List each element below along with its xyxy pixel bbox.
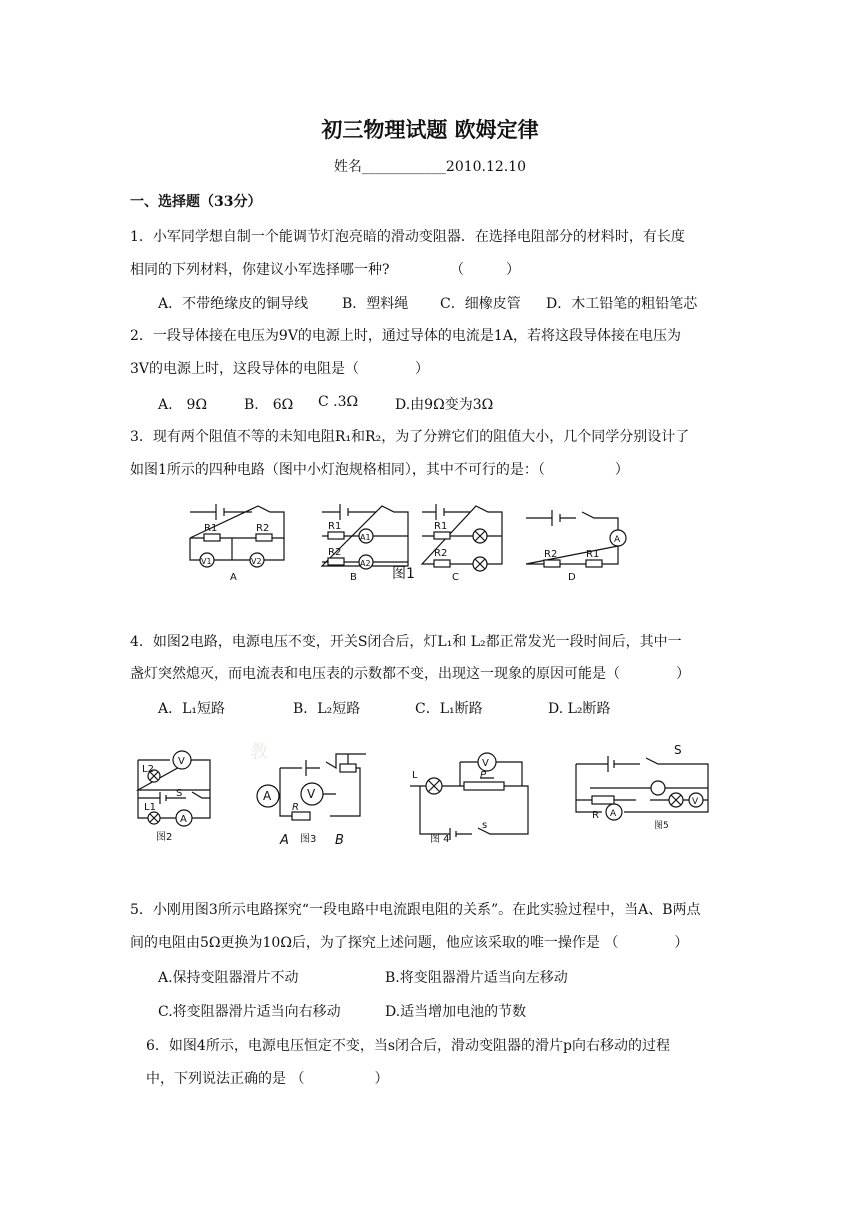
q4-option-c: C．L₁断路: [415, 701, 483, 717]
q2-option-d: D.由9Ω变为3Ω: [395, 397, 494, 413]
fig2-switch: S: [176, 788, 183, 799]
q5-option-c: C.将变阻器滑片适当向右移动: [158, 1004, 341, 1020]
fig5-caption: 图5: [654, 821, 669, 831]
fig4-voltmeter: V: [482, 758, 489, 769]
fig2-l2: L2: [142, 764, 154, 775]
fig4-caption: 图 4: [430, 834, 450, 845]
fig1-b-a2: A2: [360, 559, 371, 568]
fig2-l1: L1: [144, 802, 156, 813]
q5-option-b: B.将变阻器滑片适当向左移动: [385, 970, 568, 986]
fig1-a-v1: V1: [201, 557, 212, 566]
fig5-ammeter: A: [610, 809, 617, 819]
fig1-c-r1: R1: [434, 521, 448, 532]
q2-option-c: C .3Ω: [318, 394, 359, 410]
question-6-line-1: 6．如图4所示，电源电压恒定不变，当s闭合后，滑动变阻器的滑片p向右移动的过程: [146, 1038, 670, 1054]
name-blank: ____________: [361, 159, 446, 175]
question-1-line-1: 1．小军同学想自制一个能调节灯泡亮暗的滑动变阻器．在选择电阻部分的材料时，有长度: [130, 229, 685, 245]
q1-option-c: C．细橡皮管: [440, 296, 521, 312]
fig1-d-r1: R1: [586, 549, 600, 560]
subtitle: [0, 156, 860, 176]
fig1-b-r1: R1: [328, 521, 342, 532]
fig4-lamp: L: [412, 770, 418, 781]
name-label: 姓名: [333, 159, 362, 175]
question-3-line-1: 3．现有两个阻值不等的未知电阻R₁和R₂，为了分辨它们的阻值大小，几个同学分别设计了: [130, 429, 690, 445]
fig3-end-b: B: [335, 833, 344, 848]
question-4-line-1: 4．如图2电路，电源电压不变，开关S闭合后，灯L₁和 L₂都正常发光一段时间后，其中一: [130, 634, 682, 650]
fig2-caption: 图2: [156, 832, 173, 843]
fig2-voltmeter: V: [178, 756, 185, 767]
figure-1: [180, 494, 640, 586]
fig1-d-r2: R2: [544, 549, 558, 560]
question-2-line-1: 2．一段导体接在电压为9V的电源上时，通过导体的电流是1A，若将这段导体接在电压为: [130, 328, 681, 344]
fig5-resistor: R: [592, 810, 599, 821]
fig1-a-r1: R1: [204, 523, 218, 534]
question-2-line-2: 3V的电源上时，这段导体的电阻是（ ）: [130, 361, 430, 377]
q2-option-a: A. 9Ω: [158, 397, 208, 413]
question-5-line-2: 间的电阻由5Ω更换为10Ω后，为了探究上述问题，他应该采取的唯一操作是 （ ）: [130, 935, 689, 951]
fig1-caption: 图1: [392, 566, 415, 582]
fig3-caption: 图3: [300, 834, 317, 845]
fig1-c-r2: R2: [434, 548, 448, 559]
q1-option-a: A．不带绝缘皮的铜导线: [158, 296, 309, 312]
question-4-line-2: 盏灯突然熄灭，而电流表和电压表的示数都不变，出现这一现象的原因可能是（ ）: [130, 666, 690, 682]
fig3-resistor: R: [292, 802, 299, 813]
fig1-a-r2: R2: [256, 523, 270, 534]
q1-option-b: B．塑料绳: [342, 296, 409, 312]
q2-option-b: B. 6Ω: [244, 397, 294, 413]
fig2-ammeter: A: [180, 814, 187, 825]
fig1-a-v2: V2: [251, 557, 262, 566]
exam-date: 2010.12.10: [445, 159, 527, 175]
fig1-label-a: A: [230, 572, 237, 583]
q1-option-d: D．木工铅笔的粗铅笔芯: [546, 296, 698, 312]
q5-option-d: D.适当增加电池的节数: [385, 1004, 527, 1020]
fig1-d-ammeter: A: [614, 535, 621, 545]
fig4-slider: P: [480, 770, 487, 781]
figures-2-to-5: [130, 738, 720, 850]
fig5-switch: S: [674, 743, 682, 757]
fig1-label-c: C: [452, 572, 459, 583]
q4-option-d: D. L₂断路: [548, 701, 611, 717]
question-5-line-1: 5．小刚用图3所示电路探究“一段电路中电流跟电阻的关系”。在此实验过程中，当A、B两点: [130, 902, 701, 918]
fig1-label-b: B: [350, 572, 357, 583]
fig3-end-a: A: [280, 833, 289, 848]
fig3-ammeter: A: [263, 789, 272, 803]
question-1-line-2: 相同的下列材料，你建议小军选择哪一种? （ ）: [130, 262, 520, 278]
section-heading: 一、选择题（33分）: [130, 194, 262, 210]
question-3-line-2: 如图1所示的四种电路（图中小灯泡规格相同），其中不可行的是：（ ）: [130, 462, 629, 478]
fig5-voltmeter: V: [692, 797, 699, 807]
page-title: 初三物理试题 欧姆定律: [321, 117, 539, 142]
fig1-b-r2: R2: [328, 547, 342, 558]
q5-option-a: A.保持变阻器滑片不动: [158, 970, 299, 986]
fig1-label-d: D: [568, 572, 576, 583]
fig1-b-a1: A1: [360, 533, 371, 542]
fig3-voltmeter: V: [307, 787, 316, 801]
fig4-switch: s: [482, 820, 488, 831]
question-6-line-2: 中，下列说法正确的是 （ ）: [146, 1071, 389, 1087]
watermark-text: 教: [250, 742, 268, 763]
q4-option-b: B．L₂短路: [293, 701, 361, 717]
q4-option-a: A．L₁短路: [158, 701, 226, 717]
